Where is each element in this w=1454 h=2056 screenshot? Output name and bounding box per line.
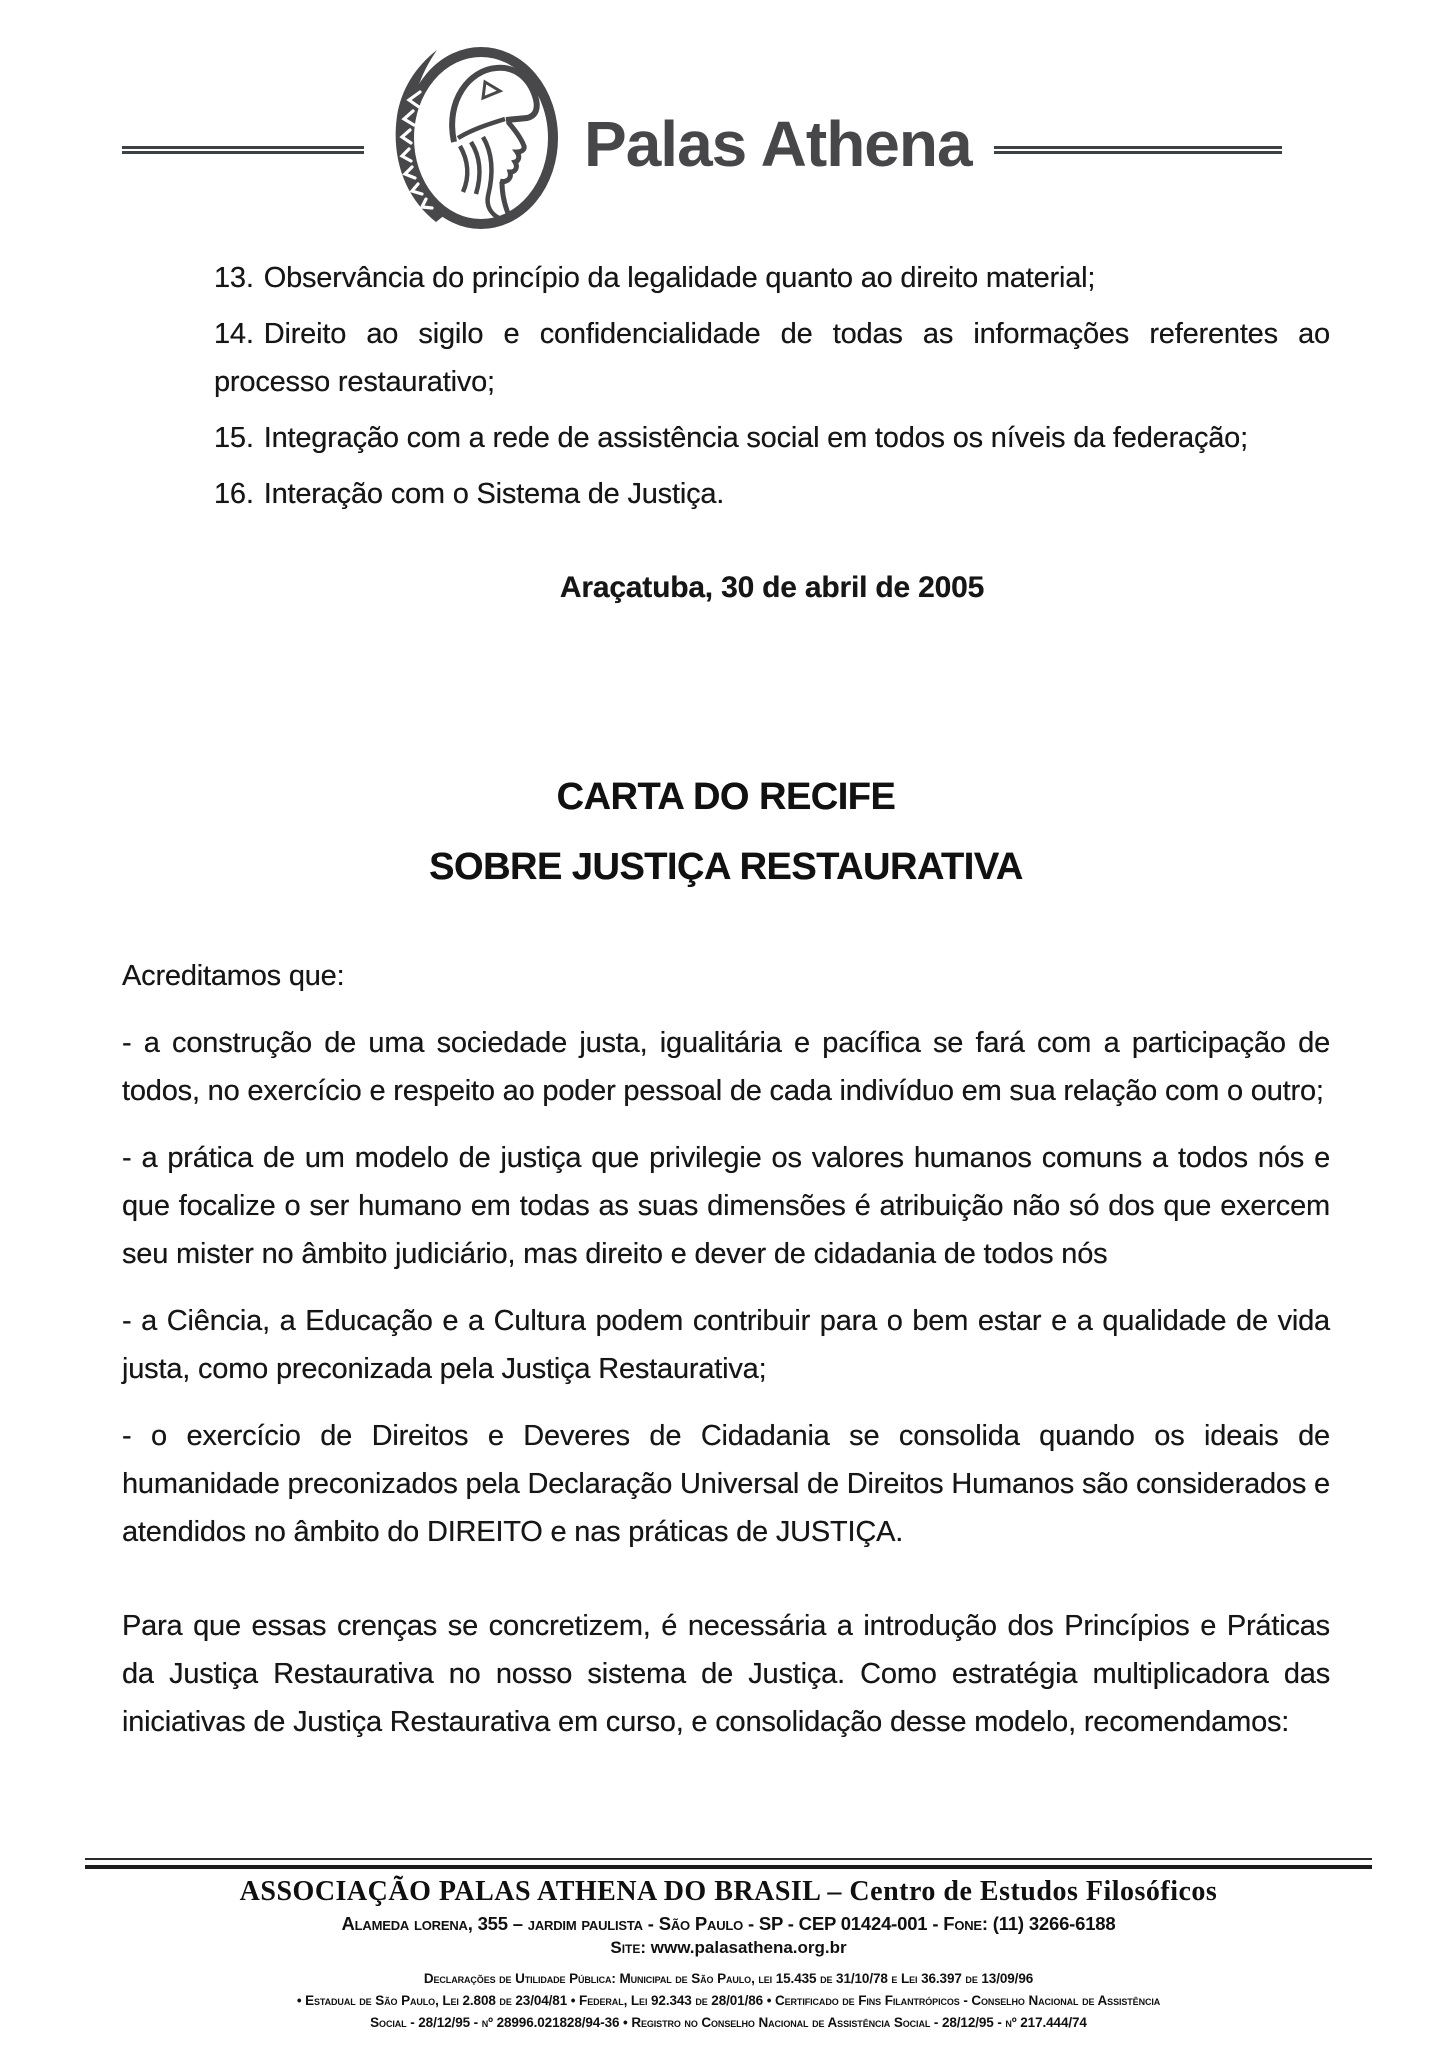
list-item-number: 14. [214, 318, 254, 350]
footer-legal-line: • Estadual de São Paulo, Lei 2.808 de 23/04/81 • Federal, Lei 92.343 de 28/01/86 • Certificado de Fins Filantrópicos - Conselho Nacional de Assistência [296, 1993, 1161, 2008]
list-item-text: Interação com o Sistema de Justiça. [263, 478, 725, 510]
footer-legal-line: Social - 28/12/95 - nº 28996.021828/94-36 • Registro no Conselho Nacional de Assistência Social - 28/12/95 - nº 217.444/74 [370, 2015, 1087, 2030]
dateline: Araçatuba, 30 de abril de 2005 [559, 571, 985, 604]
document-title-line2: SOBRE JUSTIÇA RESTAURATIVA [429, 846, 1023, 888]
footer-org-line: ASSOCIAÇÃO PALAS ATHENA DO BRASIL – Centro de Estudos Filosóficos [239, 1876, 1218, 1907]
body-paragraph: Para que essas crenças se concretizem, é necessária a introdução dos Princípios e Práticas da Justiça Restaurativa no nosso sistema de Justiça. Como estratégia multiplicadora das iniciativas de Justiça Restaurativa em curso, e consolidação desse modelo, recomendamos: [122, 1610, 1330, 1738]
footer-rule-thick [85, 1865, 1372, 1869]
footer-address-line: Alameda lorena, 355 – jardim paulista - São Paulo - SP - CEP 01424-001 - Fone: (11) 3266-6188 [341, 1913, 1116, 1934]
footer-site-line [85, 1938, 1372, 1958]
list-item-number: 13. [214, 262, 254, 294]
footer [85, 1858, 1372, 2056]
footer-site-label: Site: [610, 1938, 647, 1957]
list-item-number: 15. [214, 422, 254, 454]
letterhead-rule-right [994, 146, 1282, 154]
document-title-line1: CARTA DO RECIFE [556, 776, 896, 818]
letterhead [0, 0, 1454, 236]
list-item [122, 414, 1330, 462]
athena-logo-icon [388, 40, 560, 241]
body-paragraph: - a Ciência, a Educação e a Cultura podem contribuir para o bem estar e a qualidade de vida justa, como preconizada pela Justiça Restaurativa; [122, 1305, 1330, 1385]
letterhead-rule-left [122, 146, 364, 154]
list-item-text: Integração com a rede de assistência social em todos os níveis da federação; [263, 422, 1248, 454]
list-item [122, 470, 1330, 518]
body-paragraph: - o exercício de Direitos e Deveres de Cidadania se consolida quando os ideais de humanidade preconizados pela Declaração Universal de Direitos Humanos são considerados e atendidos no âmbito do DIREITO e nas práticas de JUSTIÇA. [122, 1420, 1330, 1548]
list-item-text: Direito ao sigilo e confidencialidade de todas as informações referentes ao processo restaurativo; [214, 318, 1330, 398]
footer-site-url: www.palasathena.org.br [650, 1938, 847, 1957]
footer-legal [85, 1968, 1372, 2034]
list-item-text: Observância do princípio da legalidade quanto ao direito material; [263, 262, 1096, 294]
document-body [0, 254, 1454, 1746]
list-item [122, 254, 1330, 302]
list-item-number: 16. [214, 478, 254, 510]
list-item [122, 310, 1330, 406]
footer-legal-line: Declarações de Utilidade Pública: Municipal de São Paulo, lei 15.435 de 31/10/78 e Lei 36.397 de 13/09/96 [423, 1971, 1034, 1986]
document-title [122, 762, 1330, 902]
intro-line: Acreditamos que: [122, 960, 345, 992]
brand-wordmark: Palas Athena [584, 108, 972, 180]
body-paragraph: - a construção de uma sociedade justa, igualitária e pacífica se fará com a participação de todos, no exercício e respeito ao poder pessoal de cada indivíduo em sua relação com o outro; [122, 1027, 1330, 1107]
body-paragraph: - a prática de um modelo de justiça que privilegie os valores humanos comuns a todos nós e que focalize o ser humano em todas as suas dimensões é atribuição não só dos que exercem seu mister no âmbito judiciário, mas direito e dever de cidadania de todos nós [122, 1142, 1330, 1270]
footer-rule-thin [85, 1858, 1372, 1860]
numbered-list [122, 254, 1330, 518]
